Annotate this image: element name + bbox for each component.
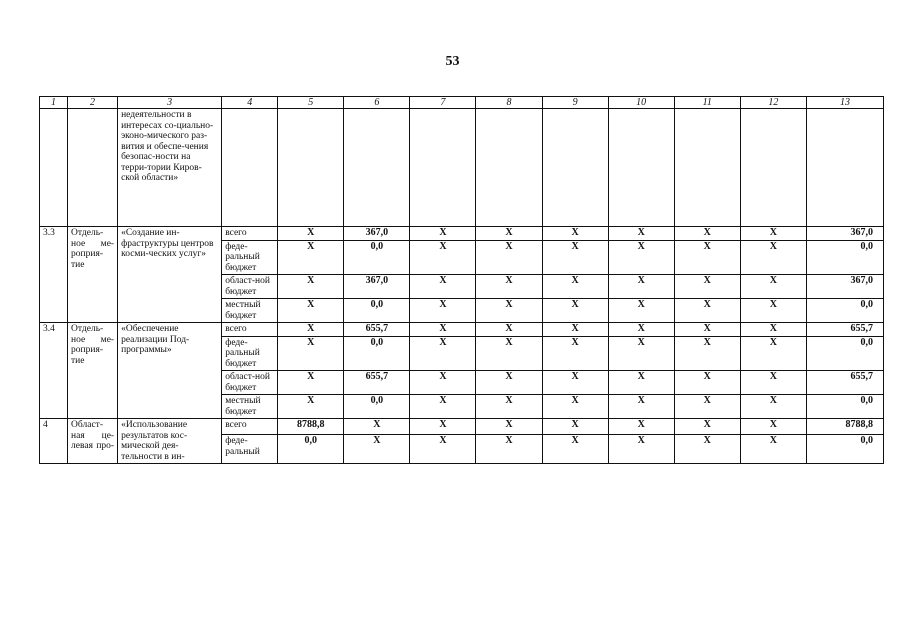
value-cell: X [476, 227, 542, 241]
value-cell: X [410, 419, 476, 435]
value-cell: 655,7 [344, 371, 410, 395]
value-cell: X [542, 299, 608, 323]
funding-source: местный бюджет [222, 299, 278, 323]
row-number: 3.3 [40, 227, 68, 323]
value-cell: X [344, 435, 410, 464]
value-cell: X [608, 299, 674, 323]
value-cell: X [608, 275, 674, 299]
value-cell: X [740, 227, 806, 241]
funding-source: всего [222, 323, 278, 337]
value-cell: X [410, 299, 476, 323]
value-cell: X [608, 435, 674, 464]
value-cell: X [278, 395, 344, 419]
funding-source: област-ной бюджет [222, 275, 278, 299]
value-cell: X [410, 395, 476, 419]
value-cell: X [278, 227, 344, 241]
col-header: 4 [222, 97, 278, 109]
cell-empty [278, 109, 344, 227]
cell-empty [608, 109, 674, 227]
value-cell: 655,7 [806, 323, 883, 337]
cell-empty [410, 109, 476, 227]
value-cell: X [740, 371, 806, 395]
row-number: 3.4 [40, 323, 68, 419]
value-cell: X [476, 371, 542, 395]
value-cell: 0,0 [344, 336, 410, 371]
col-header: 10 [608, 97, 674, 109]
funding-source: феде-ральный бюджет [222, 336, 278, 371]
col-header: 2 [68, 97, 118, 109]
value-cell: X [740, 323, 806, 337]
value-cell: X [674, 227, 740, 241]
cell-empty [740, 109, 806, 227]
value-cell: X [344, 419, 410, 435]
cell-empty [68, 109, 118, 227]
value-cell: 0,0 [806, 395, 883, 419]
value-cell: X [278, 371, 344, 395]
value-cell: X [476, 435, 542, 464]
value-cell: X [278, 323, 344, 337]
continuation-row [40, 109, 884, 227]
column-number-row [40, 97, 884, 109]
measure-type: Отдель-ное ме-роприя-тие [68, 323, 118, 419]
col-header: 7 [410, 97, 476, 109]
value-cell: X [674, 240, 740, 275]
value-cell: X [674, 275, 740, 299]
value-cell: 0,0 [344, 395, 410, 419]
value-cell: 367,0 [344, 227, 410, 241]
budget-table [39, 96, 884, 464]
col-header: 3 [118, 97, 222, 109]
cell-empty [40, 109, 68, 227]
row-number: 4 [40, 419, 68, 464]
funding-source: местный бюджет [222, 395, 278, 419]
value-cell: X [740, 299, 806, 323]
value-cell: X [476, 323, 542, 337]
value-cell: X [410, 240, 476, 275]
value-cell: X [740, 240, 806, 275]
col-header: 11 [674, 97, 740, 109]
col-header: 6 [344, 97, 410, 109]
value-cell: X [674, 395, 740, 419]
value-cell: X [542, 240, 608, 275]
value-cell: X [278, 275, 344, 299]
funding-source: феде-ральный бюджет [222, 240, 278, 275]
value-cell: 0,0 [806, 336, 883, 371]
value-cell: X [740, 336, 806, 371]
col-header: 5 [278, 97, 344, 109]
value-cell: 8788,8 [806, 419, 883, 435]
value-cell: X [278, 240, 344, 275]
value-cell: 0,0 [806, 435, 883, 464]
value-cell: X [410, 336, 476, 371]
funding-source: феде-ральный [222, 435, 278, 464]
value-cell: 367,0 [806, 227, 883, 241]
cell-empty [222, 109, 278, 227]
cell-empty [476, 109, 542, 227]
value-cell: X [608, 240, 674, 275]
value-cell: X [542, 419, 608, 435]
col-header: 8 [476, 97, 542, 109]
value-cell: X [740, 275, 806, 299]
measure-type: Област-ная це-левая про- [68, 419, 118, 464]
col-header: 1 [40, 97, 68, 109]
value-cell: X [740, 419, 806, 435]
col-header: 9 [542, 97, 608, 109]
value-cell: 655,7 [344, 323, 410, 337]
value-cell: X [542, 323, 608, 337]
measure-type: Отдель-ное ме-роприя-тие [68, 227, 118, 323]
value-cell: 367,0 [806, 275, 883, 299]
value-cell: X [410, 275, 476, 299]
value-cell: X [476, 299, 542, 323]
value-cell: X [542, 336, 608, 371]
funding-source: област-ной бюджет [222, 371, 278, 395]
value-cell: X [476, 240, 542, 275]
value-cell: X [608, 371, 674, 395]
value-cell: 0,0 [806, 299, 883, 323]
value-cell: X [608, 323, 674, 337]
continued-name-cell: недеятельности в интересах со-циально-эконо-мического раз-вития и обеспе-чения безопас-ности на терри-тории Киров-ской области» [118, 109, 222, 227]
value-cell: X [674, 336, 740, 371]
table-row [40, 323, 884, 337]
value-cell: 367,0 [344, 275, 410, 299]
measure-name: «Использование результатов кос-мической дея-тельности в ин- [118, 419, 222, 464]
value-cell: X [608, 227, 674, 241]
table-row [40, 227, 884, 241]
value-cell: X [740, 395, 806, 419]
cell-empty [344, 109, 410, 227]
value-cell: 0,0 [806, 240, 883, 275]
cell-empty [542, 109, 608, 227]
value-cell: X [410, 323, 476, 337]
value-cell: X [608, 336, 674, 371]
value-cell: X [674, 419, 740, 435]
value-cell: X [410, 227, 476, 241]
funding-source: всего [222, 227, 278, 241]
value-cell: X [542, 395, 608, 419]
page-number: 53 [445, 54, 460, 69]
value-cell: X [542, 371, 608, 395]
value-cell: 0,0 [344, 240, 410, 275]
value-cell: X [608, 419, 674, 435]
value-cell: X [476, 336, 542, 371]
col-header: 13 [806, 97, 883, 109]
cell-empty [806, 109, 883, 227]
col-header: 12 [740, 97, 806, 109]
value-cell: X [278, 336, 344, 371]
value-cell: 0,0 [278, 435, 344, 464]
measure-name: «Обеспечение реализации Под-программы» [118, 323, 222, 419]
value-cell: 0,0 [344, 299, 410, 323]
value-cell: X [476, 395, 542, 419]
cell-empty [674, 109, 740, 227]
value-cell: 655,7 [806, 371, 883, 395]
funding-source: всего [222, 419, 278, 435]
value-cell: 8788,8 [278, 419, 344, 435]
value-cell: X [278, 299, 344, 323]
measure-name: «Создание ин-фраструктуры центров косми-ческих услуг» [118, 227, 222, 323]
value-cell: X [410, 371, 476, 395]
value-cell: X [410, 435, 476, 464]
value-cell: X [542, 227, 608, 241]
table-row [40, 419, 884, 435]
value-cell: X [674, 299, 740, 323]
value-cell: X [608, 395, 674, 419]
value-cell: X [476, 419, 542, 435]
value-cell: X [542, 435, 608, 464]
value-cell: X [674, 371, 740, 395]
value-cell: X [674, 323, 740, 337]
value-cell: X [674, 435, 740, 464]
value-cell: X [740, 435, 806, 464]
value-cell: X [542, 275, 608, 299]
value-cell: X [476, 275, 542, 299]
